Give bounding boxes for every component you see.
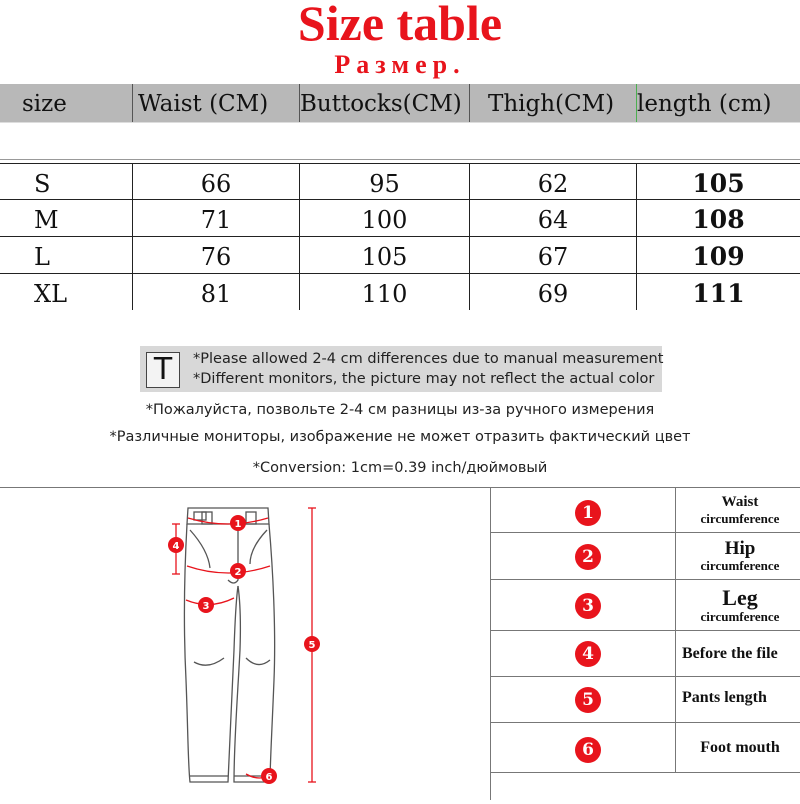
table-divider (0, 159, 800, 160)
legend-row (490, 631, 800, 677)
legend-row (490, 723, 800, 773)
text-icon: T (146, 352, 180, 388)
legend-title: Pants length (682, 689, 767, 706)
note-conversion: *Conversion: 1cm=0.39 inch/дюймовый (252, 460, 548, 476)
cell-buttocks: 110 (299, 274, 469, 310)
legend-divider (675, 723, 676, 772)
legend-label (680, 587, 800, 624)
legend-number: 5 (575, 687, 601, 713)
cell-thigh: 67 (469, 237, 636, 273)
marker-3-label: 3 (202, 601, 210, 612)
cell-size: M (34, 206, 59, 234)
measurement-note-box (140, 346, 662, 392)
legend-number: 2 (575, 544, 601, 570)
cell-waist: 81 (132, 274, 299, 310)
legend-subtitle: circumference (700, 609, 780, 624)
legend-row (490, 533, 800, 580)
legend-title: Waist (721, 494, 759, 510)
table-row (0, 274, 800, 311)
legend-row (490, 487, 800, 533)
legend-title: Leg (722, 587, 758, 610)
header-buttocks: Buttocks(CM) (299, 84, 469, 122)
cell-buttocks: 95 (299, 164, 469, 200)
legend-number: 1 (575, 500, 601, 526)
cell-buttocks: 105 (299, 237, 469, 273)
pants-diagram (150, 490, 350, 800)
cell-thigh: 69 (469, 274, 636, 310)
marker-4-label: 4 (172, 541, 180, 552)
cell-length: 105 (636, 164, 800, 200)
legend-title: Hip (724, 539, 756, 559)
cell-waist: 66 (132, 164, 299, 200)
header-size: size (22, 91, 67, 117)
table-row (0, 200, 800, 237)
legend-number: 4 (575, 641, 601, 667)
cell-length: 111 (636, 274, 800, 310)
note-monitors: *Different monitors, the picture may not reflect the actual color (193, 371, 655, 387)
legend-subtitle: circumference (700, 558, 780, 573)
marker-6-label: 6 (265, 772, 273, 783)
legend-title: Before the file (682, 645, 778, 662)
cell-size: XL (34, 280, 68, 308)
cell-length: 108 (636, 200, 800, 236)
header-waist: Waist (CM) (132, 84, 299, 122)
table-header (0, 84, 800, 122)
marker-5-label: 5 (308, 640, 316, 651)
legend-divider (675, 580, 676, 630)
legend-divider (675, 487, 676, 532)
legend-title: Foot mouth (700, 739, 780, 756)
cell-size: S (34, 170, 51, 198)
note-measurement: *Please allowed 2-4 cm differences due to manual measurement (193, 351, 664, 367)
marker-1-label: 1 (234, 519, 242, 530)
header-length: length (cm) (636, 84, 800, 122)
header-thigh: Thigh(CM) (469, 84, 636, 122)
legend-label (680, 494, 800, 526)
page-subtitle: Размер. (334, 50, 466, 79)
legend-label (680, 539, 800, 573)
table-row (0, 237, 800, 274)
legend-label (680, 739, 800, 757)
legend-label (680, 689, 800, 707)
cell-waist: 76 (132, 237, 299, 273)
legend-number: 3 (575, 593, 601, 619)
legend-subtitle: circumference (700, 511, 780, 526)
measurement-legend (490, 487, 800, 800)
marker-2-label: 2 (234, 567, 242, 578)
cell-thigh: 64 (469, 200, 636, 236)
note-monitors-ru: *Различные мониторы, изображение не может отразить фактический цвет (109, 429, 691, 445)
cell-size: L (34, 243, 50, 271)
cell-length: 109 (636, 237, 800, 273)
pants-illustration (150, 490, 350, 800)
legend-divider (675, 631, 676, 676)
cell-thigh: 62 (469, 164, 636, 200)
legend-divider (675, 677, 676, 722)
page-title: Size table (297, 0, 503, 51)
header-divider (0, 122, 800, 123)
legend-label (680, 645, 800, 663)
table-row (0, 163, 800, 200)
cell-waist: 71 (132, 200, 299, 236)
legend-row (490, 677, 800, 723)
legend-number: 6 (575, 737, 601, 763)
legend-row (490, 580, 800, 631)
cell-buttocks: 100 (299, 200, 469, 236)
note-measurement-ru: *Пожалуйста, позвольте 2-4 см разницы из-за ручного измерения (145, 402, 655, 418)
legend-divider (675, 533, 676, 579)
